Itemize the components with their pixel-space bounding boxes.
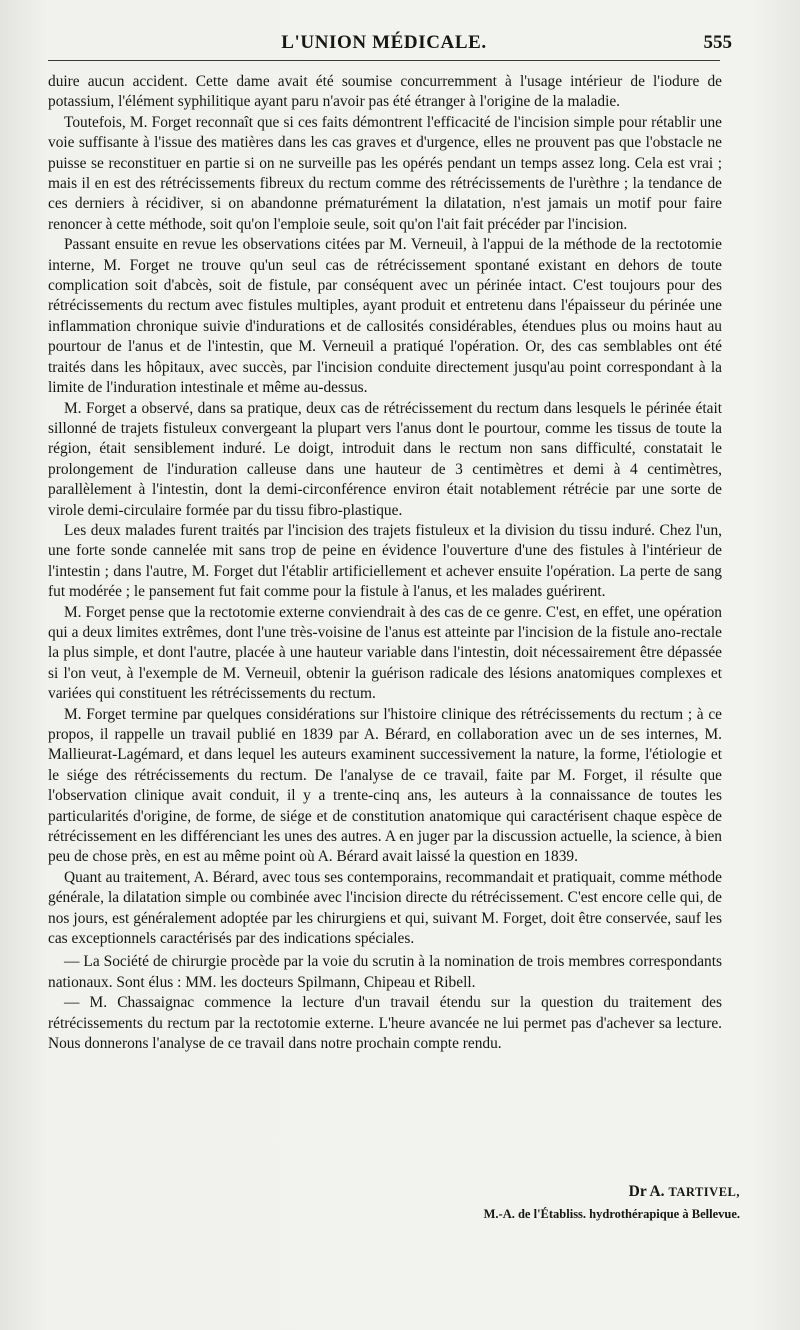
paragraph: Toutefois, M. Forget reconnaît que si ces faits démontrent l'efficacité de l'incision simple pour rétablir une voie suffisante à l'issue des matières dans les cas graves et d'urgence, elles ne prouvent pas que l'obstacle ne puisse se reconstituer en partie si on ne surveille pas les opérés pendant un temps assez long. Cela est vrai ; mais il en est des rétrécissements fibreux du rectum comme des rétrécissements de l'urèthre ; la tendance de ces derniers à récidiver, si on abandonne prématurément la dilatation, n'est jamais un motif pour faire renoncer à cette méthode, soit qu'on l'emploie seule, soit qu'on l'ait fait précéder par l'incision. <box>48 113 722 233</box>
paragraph: — La Société de chirurgie procède par la voie du scrutin à la nomination de trois membres correspondants nationaux. Sont élus : MM. les docteurs Spilmann, Chipeau et Ribell. <box>48 953 722 991</box>
paragraph: Les deux malades furent traités par l'incision des trajets fistuleux et la division du tissu induré. Chez l'un, une forte sonde cannelée mit sans trop de peine en évidence l'ouverture d'une des fistules à l'intérieur de l'intestin ; dans l'autre, M. Forget dut l'établir artificiellement et achever ensuite l'opération. La perte de sang fut modérée ; le pansement fut fait comme pour la fistule à l'anus, et les malades guérirent. <box>48 521 722 601</box>
paragraph: Passant ensuite en revue les observations citées par M. Verneuil, à l'appui de la méthode de la rectotomie interne, M. Forget ne trouve qu'un seul cas de rétrécissement spontané existant en dehors de toute complication soit d'abcès, soit de fistule, par conséquent avec un périnée intact. C'est toujours pour des rétrécissements du rectum avec fistules multiples, ayant produit et entretenu dans l'épaisseur du périnée une inflammation chronique suivie d'indurations et de callosités considérables, étendues plus ou moins haut au pourtour de l'anus et de l'intestin, que M. Verneuil a pratiqué l'opération. Or, des cas semblables ont été traités dans les hôpitaux, avec succès, par l'incision conduite directement jusqu'au point correspondant à la limite de l'induration intestinale et même au-dessus. <box>48 236 722 397</box>
page-number: 555 <box>703 32 732 53</box>
paragraph: — M. Chassaignac commence la lecture d'un travail étendu sur la question du traitement des rétrécissements du rectum par la rectotomie externe. L'heure avancée ne lui permet pas d'achever sa lecture. Nous donnerons l'analyse de ce travail dans notre prochain compte rendu. <box>48 994 722 1053</box>
paragraph: M. Forget pense que la rectotomie externe conviendrait à des cas de ce genre. C'est, en effet, une opération qui a deux limites extrêmes, dont l'une très-voisine de l'anus est atteinte par l'incision de la fistule ano-rectale la plus simple, et dont l'autre, placée à une hauteur variable dans l'intestin, doit nécessairement être dépassée si l'on veut, à l'exemple de M. Verneuil, obtenir la guérison radicale des lésions anatomiques complexes et variées qui constituent les rétrécissements du rectum. <box>48 603 722 703</box>
paragraph: duire aucun accident. Cette dame avait été soumise concurremment à l'usage intérieur de l'iodure de potassium, l'élément syphilitique ayant paru n'avoir pas été étranger à l'origine de la maladie. <box>48 73 722 111</box>
paragraph: M. Forget termine par quelques considérations sur l'histoire clinique des rétrécissements du rectum ; à ce propos, il rappelle un travail publié en 1839 par A. Bérard, en collaboration avec un de ses internes, M. Mallieurat-Lagémard, et dans lequel les auteurs examinent successivement la nature, la forme, l'étiologie et le siége des rétrécissements du rectum. De l'analyse de ce travail, faite par M. Forget, il résulte que l'observation clinique avait conduit, il y a trente-cinq ans, les auteurs à la connaissance de toutes les particularités d'origine, de forme, de siége et de constitution anatomique qui caractérisent chaque espèce de rétrécissement en les différenciant les unes des autres. A en juger par la discussion actuelle, la science, à bien peu de chose près, en est au même point où A. Bérard avait laissé la question en 1839. <box>48 705 722 866</box>
running-title: L'UNION MÉDICALE. <box>281 32 487 53</box>
page-header <box>48 30 732 61</box>
author-prefix: Dr A. <box>628 1183 665 1200</box>
article-body <box>48 72 722 1055</box>
author-name <box>484 1182 740 1202</box>
author-surname: TARTIVEL, <box>668 1185 740 1199</box>
author-affiliation: M.-A. de l'Établiss. hydrothérapique à Bellevue. <box>483 1207 740 1221</box>
paragraph: Quant au traitement, A. Bérard, avec tous ses contemporains, recommandait et pratiquait, comme méthode générale, la dilatation simple ou combinée avec l'incision directe du rétrécissement. C'est encore celle qui, de nos jours, est généralement adoptée par les chirurgiens et qui, suivant M. Forget, doit être conservée, sauf les cas exceptionnels caractérisés par des indications spéciales. <box>48 868 722 948</box>
paragraph: M. Forget a observé, dans sa pratique, deux cas de rétrécissement du rectum dans lesquels le périnée était sillonné de trajets fistuleux convergeant la plupart vers l'anus dont le pourtour, comme les tissus de toute la région, était sensiblement induré. Le doigt, introduit dans le rectum non sans difficulté, constatait le prolongement de l'induration calleuse dans une hauteur de 3 centimètres et demi à 4 centimètres, parallèlement à l'intestin, dont la demi-circonférence environ était notablement rétrécie par une sorte de virole demi-circulaire formée par du tissu fibro-plastique. <box>48 399 722 519</box>
signature-block <box>484 1182 740 1224</box>
